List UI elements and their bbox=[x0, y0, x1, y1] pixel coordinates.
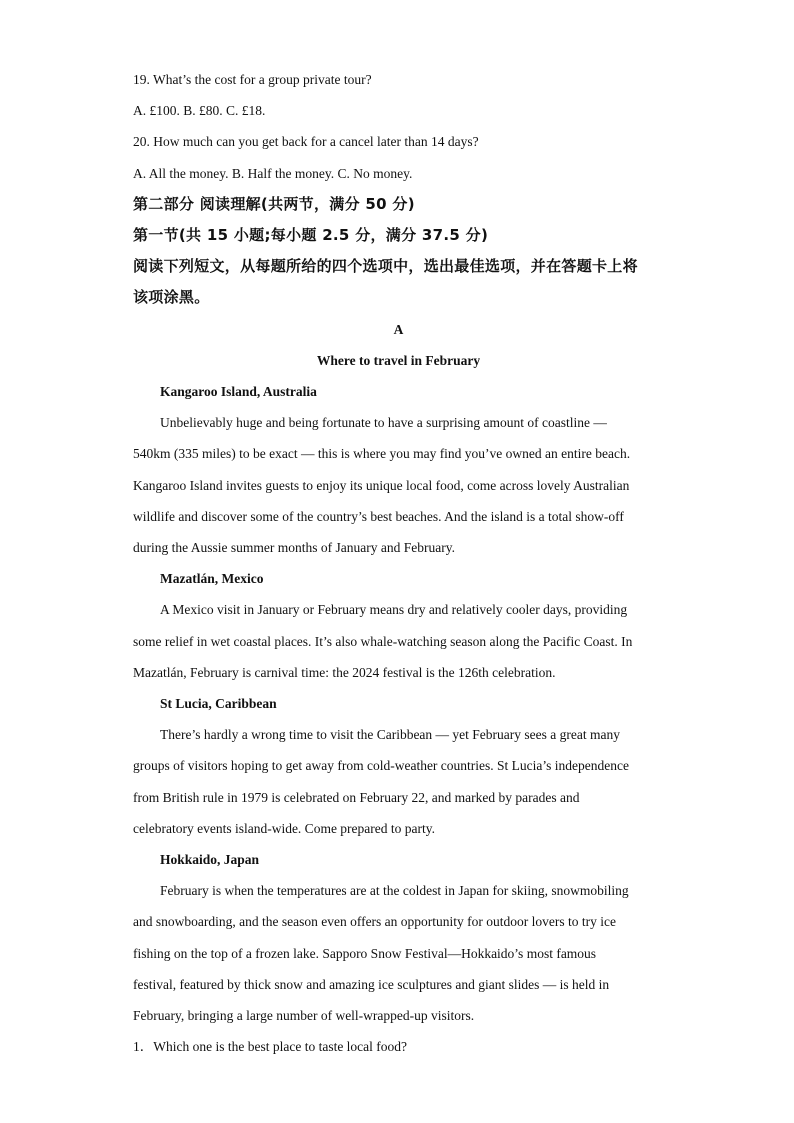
question-19-stem: 19. What’s the cost for a group private tour? bbox=[133, 72, 372, 87]
paragraph-line: February is when the temperatures are at the coldest in Japan for skiing, snowmobiling bbox=[160, 883, 629, 899]
paragraph-line: 540km (335 miles) to be exact — this is where you may find you’ve owned an entire beach. bbox=[133, 446, 631, 462]
paragraph-line: fishing on the top of a frozen lake. Sapporo Snow Festival—Hokkaido’s most famous bbox=[133, 945, 597, 961]
question-1-stem: 1．Which one is the best place to taste local food? bbox=[133, 1039, 408, 1055]
question-20-options: A. All the money. B. Half the money. C. No money. bbox=[133, 165, 413, 181]
section-heading-st-lucia: St Lucia, Caribbean bbox=[160, 696, 277, 712]
section-heading: 第一节(共 15 小题;每小题 2.5 分，满分 37.5 分) bbox=[133, 226, 489, 245]
section-heading-mazatlan: Mazatlán, Mexico bbox=[160, 571, 264, 587]
section-heading-hokkaido: Hokkaido, Japan bbox=[160, 852, 260, 868]
paragraph-kangaroo-island bbox=[133, 407, 664, 563]
paragraph-line: festival, featured by thick snow and amazing ice sculptures and giant slides — is held in bbox=[133, 976, 610, 992]
paragraph-line: groups of visitors hoping to get away from cold-weather countries. St Lucia’s independence bbox=[133, 758, 629, 774]
instructions-line-1: 阅读下列短文，从每题所给的四个选项中，选出最佳选项，并在答题卡上将 bbox=[133, 257, 638, 276]
paragraph-line: Kangaroo Island invites guests to enjoy its unique local food, come across lovely Australian bbox=[133, 477, 630, 493]
paragraph-hokkaido bbox=[133, 875, 664, 1031]
paragraph-line: celebratory events island-wide. Come prepared to party. bbox=[133, 820, 436, 836]
passage-title: Where to travel in February bbox=[316, 352, 481, 368]
paragraph-st-lucia bbox=[133, 719, 664, 844]
paragraph-line: Unbelievably huge and being fortunate to have a surprising amount of coastline — bbox=[160, 415, 607, 431]
question-20-stem: 20. How much can you get back for a cancel later than 14 days? bbox=[133, 134, 479, 150]
paragraph-line: February, bringing a large number of well-wrapped-up visitors. bbox=[133, 1008, 475, 1024]
paragraph-line: during the Aussie summer months of January and February. bbox=[133, 540, 455, 556]
paragraph-line: There’s hardly a wrong time to visit the Caribbean — yet February sees a great many bbox=[160, 727, 620, 743]
paragraph-line: and snowboarding, and the season even offers an opportunity for outdoor lovers to try ice bbox=[133, 914, 617, 930]
paragraph-line: from British rule in 1979 is celebrated on February 22, and marked by parades and bbox=[133, 789, 580, 805]
instructions-line-2: 该项涂黑。 bbox=[133, 288, 210, 307]
paragraph-line: some relief in wet coastal places. It’s also whale-watching season along the Pacific Coast. In bbox=[133, 633, 633, 649]
paragraph-line: A Mexico visit in January or February means dry and relatively cooler days, providing bbox=[160, 602, 628, 618]
section-heading-kangaroo-island: Kangaroo Island, Australia bbox=[160, 384, 317, 400]
paragraph-line: Mazatlán, February is carnival time: the 2024 festival is the 126th celebration. bbox=[133, 664, 556, 680]
passage-label: A bbox=[393, 321, 404, 337]
paragraph-line: wildlife and discover some of the country’s best beaches. And the island is a total show-off bbox=[133, 508, 624, 524]
part-heading: 第二部分 阅读理解(共两节，满分 50 分) bbox=[133, 194, 415, 213]
paragraph-mazatlan bbox=[133, 594, 664, 688]
question-19-options: A. £100. B. £80. C. £18. bbox=[133, 103, 266, 119]
